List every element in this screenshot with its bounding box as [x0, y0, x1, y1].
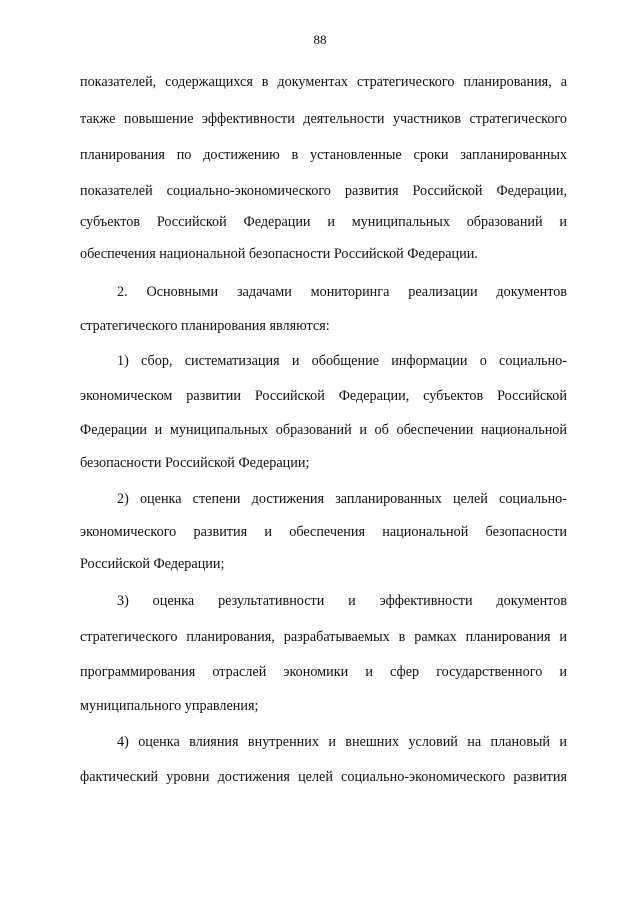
text-line: также повышение эффективности деятельности участников стратегического [80, 111, 567, 127]
text-line: показателей, содержащихся в документах стратегического планирования, а [80, 74, 567, 90]
text-line: обеспечения национальной безопасности Российской Федерации. [80, 246, 478, 262]
text-line: программирования отраслей экономики и сфер государственного и [80, 664, 567, 680]
text-line: экономическом развитии Российской Федерации, субъектов Российской [80, 388, 567, 404]
text-line: показателей социально-экономического развития Российской Федерации, [80, 183, 567, 199]
text-line: безопасности Российской Федерации; [80, 455, 310, 471]
page-number: 88 [313, 32, 327, 47]
text-line: муниципального управления; [80, 698, 259, 714]
text-line: 2. Основными задачами мониторинга реализации документов [117, 284, 567, 300]
text-line: Федерации и муниципальных образований и об обеспечении национальной [80, 422, 567, 438]
text-line: фактический уровни достижения целей социально-экономического развития [80, 769, 567, 785]
text-line: 1) сбор, систематизация и обобщение информации о социально- [117, 353, 567, 369]
text-line: 3) оценка результативности и эффективности документов [117, 593, 567, 609]
text-line: стратегического планирования, разрабатываемых в рамках планирования и [80, 629, 567, 645]
text-line: 2) оценка степени достижения запланированных целей социально- [117, 491, 567, 507]
text-line: планирования по достижению в установленные сроки запланированных [80, 147, 567, 163]
text-line: 4) оценка влияния внутренних и внешних условий на плановый и [117, 734, 567, 750]
text-line: субъектов Российской Федерации и муниципальных образований и [80, 214, 567, 230]
text-line: Российской Федерации; [80, 556, 225, 572]
text-line: экономического развития и обеспечения национальной безопасности [80, 524, 567, 540]
text-line: стратегического планирования являются: [80, 318, 330, 334]
